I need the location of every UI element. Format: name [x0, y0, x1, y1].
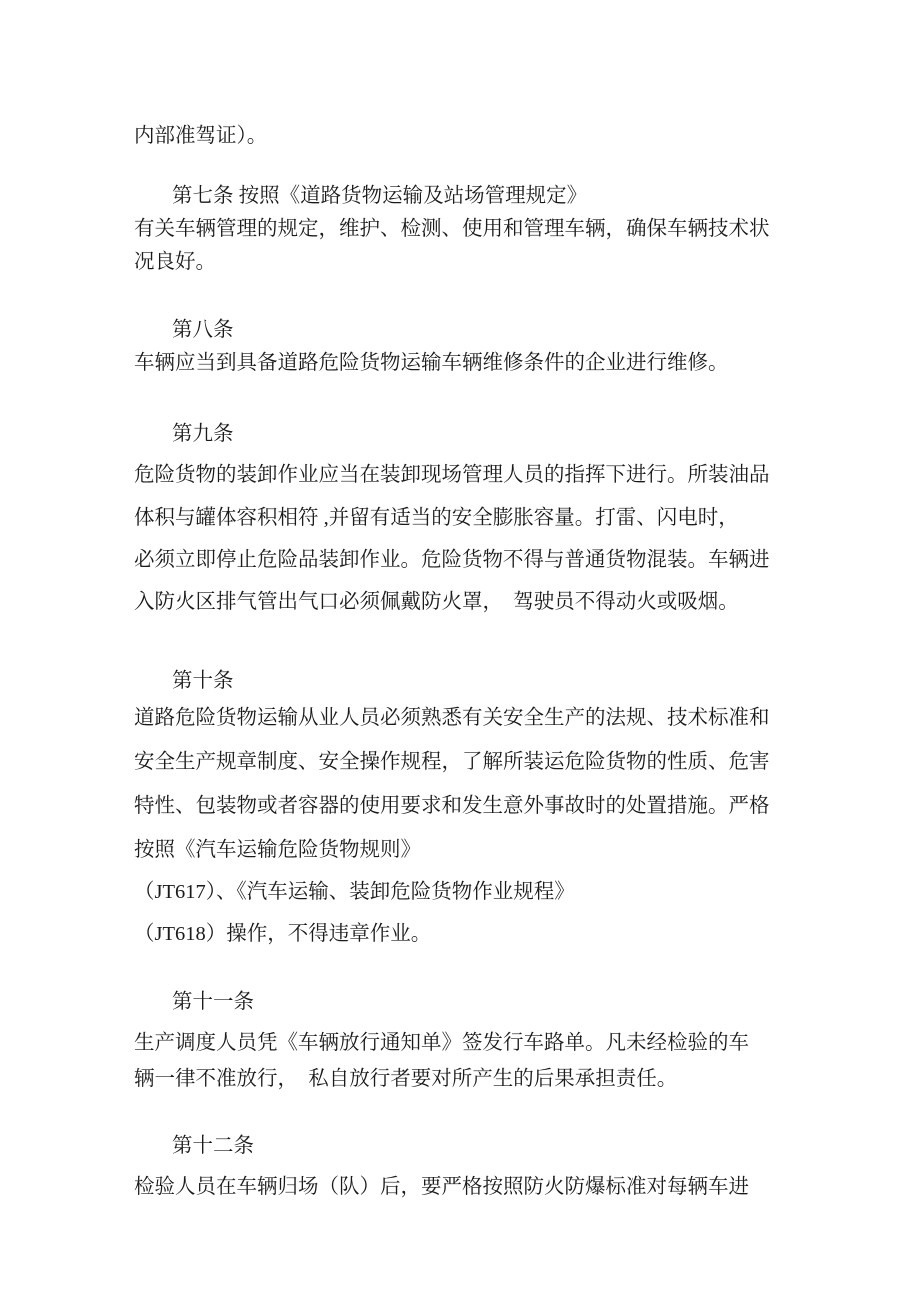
text-line: 危险货物的装卸作业应当在装卸现场管理人员的指挥下进行。所装油品	[134, 464, 770, 486]
text-line: 道路危险货物运输从业人员必须熟悉有关安全生产的法规、技术标准和	[134, 707, 770, 729]
text-line: 检验人员在车辆归场（队）后，要严格按照防火防爆标准对每辆车进	[134, 1176, 749, 1198]
clause-heading: 第十条	[172, 670, 234, 692]
text-line: 辆一律不准放行， 私自放行者要对所产生的后果承担责任。	[134, 1068, 678, 1090]
text-line: （JT618）操作，不得违章作业。	[134, 923, 432, 945]
text-line: 车辆应当到具备道路危险货物运输车辆维修条件的企业进行维修。	[134, 352, 729, 374]
text-line: 特性、包装物或者容器的使用要求和发生意外事故时的处置措施。严格	[134, 795, 770, 817]
text-line: 生产调度人员凭《车辆放行通知单》签发行车路单。凡未经检验的车	[134, 1032, 749, 1054]
clause-heading: 第九条	[172, 423, 234, 445]
clause-heading: 第十一条	[172, 991, 254, 1013]
text-line: （JT617）、《汽车运输、装卸危险货物作业规程》	[134, 881, 575, 903]
clause-heading: 第八条	[172, 319, 234, 341]
text-line: 必须立即停止危险品装卸作业。危险货物不得与普通货物混装。车辆进	[134, 549, 770, 571]
text-line: 况良好。	[134, 251, 216, 273]
text-line: 体积与罐体容积相符 ,并留有适当的安全膨胀容量。打雷、闪电时，	[134, 507, 739, 529]
text-line: 按照《汽车运输危险货物规则》	[134, 839, 421, 861]
text-line: 有关车辆管理的规定，维护、检测、使用和管理车辆，确保车辆技术状	[134, 218, 770, 240]
text-line: 入防火区排气管出气口必须佩戴防火罩， 驾驶员不得动火或吸烟。	[134, 591, 739, 613]
clause-heading: 第七条 按照《道路货物运输及站场管理规定》	[172, 185, 588, 207]
clause-heading: 第十二条	[172, 1135, 254, 1157]
text-line: 安全生产规章制度、安全操作规程，了解所装运危险货物的性质、危害	[134, 751, 770, 773]
text-line: 内部准驾证）。	[134, 125, 268, 147]
